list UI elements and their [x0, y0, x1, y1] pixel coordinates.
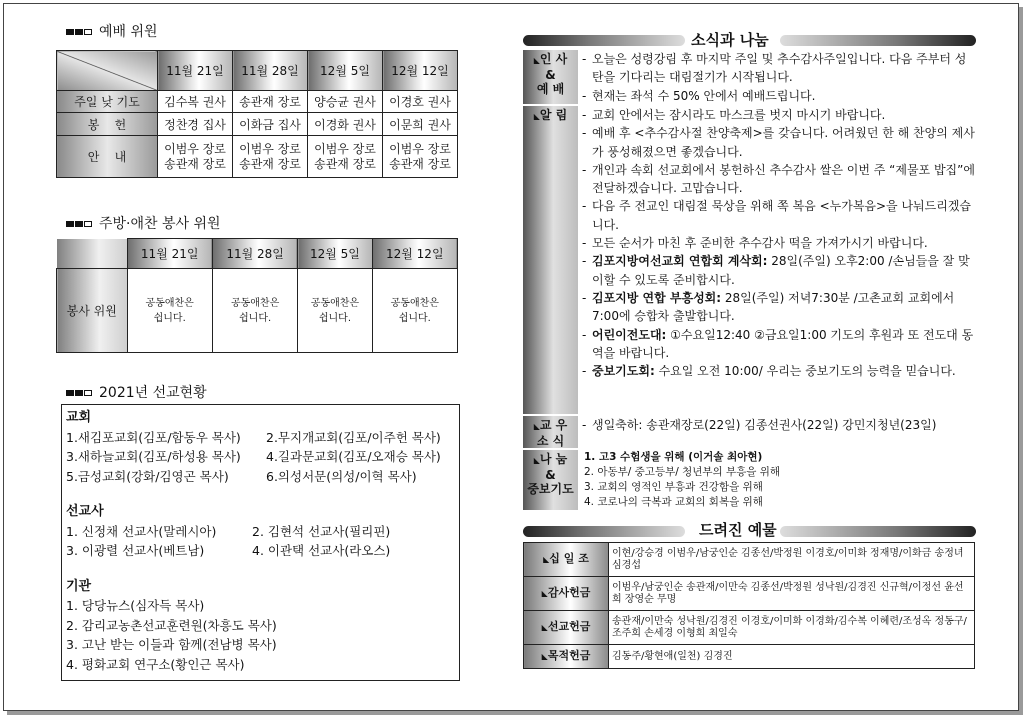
offering-names: 김동주/황현애(일천) 김경진 [609, 645, 975, 669]
worship-cell: 송관재 장로 [233, 90, 308, 113]
kitchen-table [56, 238, 458, 353]
news-item: - 어린이전도대: ①수요일12:40 ②금요일1:00 기도의 후원과 또 전도대 동역을 바랍니다. [582, 326, 975, 363]
worship-section-title [66, 21, 158, 41]
prayer-item: 1. 고3 수험생을 위해 (이거솔 최아현) [584, 451, 763, 463]
list-item: 3. 이광렬 선교사(베트남) 4. 이관택 선교사(라오스) [66, 543, 391, 558]
news-item: - 예배 후 <추수감사절 찬양축제>를 갖습니다. 어려웠던 한 해 찬양의 제사가 풍성해졌으면 좋겠습니다. [582, 124, 975, 161]
list-item: 2. 감리교농촌선교훈련원(차흥도 목사) [66, 617, 277, 633]
news-item: - 현재는 좌석 수 50% 안에서 예배드립니다. [582, 87, 975, 105]
worship-cell: 이범우 장로 송관재 장로 [308, 136, 383, 178]
mission-title: 2021년 선교현황 [99, 385, 207, 401]
kitchen-row-label: 봉사 위원 [57, 269, 128, 353]
news-group [523, 106, 975, 416]
worship-title: 예배 위원 [99, 24, 158, 40]
news-item: - 중보기도회: 수요일 오전 10:00/ 우리는 중보기도의 능력을 믿습니다. [582, 362, 975, 380]
missionary-heading: 선교사 [66, 504, 104, 519]
offerings-table [523, 542, 975, 669]
news-label: ◣ 인 사 & 예 배 [523, 50, 578, 104]
offering-names: 이범우/남궁인순 송관재/이만숙 김종선/박정원 성낙원/김경진 신규혁/이정선 윤선희 장영순 무명 [609, 577, 975, 611]
org-heading: 기관 [66, 578, 92, 594]
list-item: 5.금성교회(강화/김영곤 목사) 6.의성서문(의성/이혁 목사) [66, 468, 417, 484]
offerings-title: 드려진 예물 [699, 521, 777, 539]
prayer-item: 2. 아동부/ 중고등부/ 청년부의 부흥을 위해 [584, 466, 781, 478]
mission-section-title [66, 382, 207, 402]
square-bullet-icon [66, 384, 93, 400]
kitchen-cell: 공동애찬은 쉽니다. [298, 269, 372, 353]
news-group [523, 450, 975, 512]
news-label: ◣ 나 눔 & 중보기도 [523, 450, 578, 510]
worship-cell: 이범우 장로 송관재 장로 [158, 136, 233, 178]
news-item: - 교회 안에서는 잠시라도 마스크를 벗지 마시기 바랍니다. [582, 106, 975, 124]
worship-date-1: 11월 28일 [233, 51, 308, 91]
news-item: - 생일축하: 송관재장로(22일) 김종선권사(22일) 강민지청년(23일) [582, 416, 975, 434]
worship-cell: 정찬경 집사 [158, 113, 233, 136]
list-item: 1. 당당뉴스(심자득 목사) [66, 598, 205, 613]
prayer-item: 4. 코로나의 극복과 교회의 회복을 위해 [584, 496, 763, 508]
kitchen-date-0: 11월 21일 [127, 239, 212, 269]
worship-date-0: 11월 21일 [158, 51, 233, 91]
square-bullet-icon [66, 215, 93, 231]
worship-cell: 이문희 권사 [383, 113, 458, 136]
kitchen-date-1: 11월 28일 [212, 239, 297, 269]
worship-cell: 이화금 집사 [233, 113, 308, 136]
worship-row-label: 주일 낮 기도 [57, 90, 158, 113]
kitchen-cell: 공동애찬은 쉽니다. [372, 269, 457, 353]
kitchen-cell: 공동애찬은 쉽니다. [127, 269, 212, 353]
worship-row-label: 봉 헌 [57, 113, 158, 136]
decor-bar [523, 35, 685, 46]
decor-bar [523, 526, 685, 537]
list-item: 1. 신정채 선교사(말레시아) 2. 김현석 선교사(필리핀) [66, 523, 391, 539]
worship-cell: 이범우 장로 송관재 장로 [383, 136, 458, 178]
news-item: - 김포지방여선교회 연합회 계삭회: 28일(주일) 오후2:00 /손님들을 잘 맞이할 수 있도록 준비합시다. [582, 252, 975, 289]
offering-label: ◣ 선교헌금 [524, 611, 609, 645]
news-item: - 오늘은 성령강림 후 마지막 주일 및 추수감사주일입니다. 다음 주부터 성탄을 기다리는 대림절기가 시작됩니다. [582, 50, 975, 87]
decor-bar [780, 35, 976, 46]
news-label: ◣ 교 우 소 식 [523, 416, 578, 448]
worship-date-3: 12월 12일 [383, 51, 458, 91]
worship-row-label: 안 내 [57, 136, 158, 178]
news-title: 소식과 나눔 [691, 31, 769, 49]
news-label-column [523, 106, 578, 414]
news-section [523, 50, 975, 512]
list-item: 1.새김포교회(김포/함동우 목사) 2.무지개교회(김포/이주헌 목사) [66, 429, 441, 445]
offering-label: ◣ 감사헌금 [524, 577, 609, 611]
worship-cell: 이경호 권사 [383, 90, 458, 113]
news-group [523, 416, 975, 450]
news-item: - 다음 주 전교인 대림절 묵상을 위해 쪽 복음 <누가복음>을 나눠드리겠습니다. [582, 197, 975, 234]
prayer-item: 3. 교회의 영적인 부흥과 건강함을 위해 [584, 481, 763, 493]
offering-names: 이현/강승경 이범우/남궁인순 김종선/박정원 이경호/이미화 정재명/이화금 송정녀 심경섭 [609, 543, 975, 577]
news-item: - 개인과 속회 선교회에서 봉헌하신 추수감사 쌀은 이번 주 “제물포 밥집”에 전달하겠습니다. 고맙습니다. [582, 161, 975, 198]
mission-box [61, 404, 460, 681]
worship-cell: 김수복 권사 [158, 90, 233, 113]
news-group [523, 50, 975, 106]
church-heading: 교회 [66, 410, 92, 425]
decor-bar [780, 526, 976, 537]
news-label: 알 림 [539, 108, 568, 122]
worship-cell: 이경화 권사 [308, 113, 383, 136]
worship-cell: 양승균 권사 [308, 90, 383, 113]
square-bullet-icon [66, 23, 93, 39]
list-item: 3.새하늘교회(김포/하성용 목사) 4.길과문교회(김포/오재승 목사) [66, 449, 441, 464]
worship-cell: 이범우 장로 송관재 장로 [233, 136, 308, 178]
news-item: - 모든 순서가 마친 후 준비한 추수감사 떡을 가져가시기 바랍니다. [582, 234, 975, 252]
kitchen-date-3: 12월 12일 [372, 239, 457, 269]
news-item: - 김포지방 연합 부흥성회: 28일(주일) 저녁7:30분 /고촌교회 교회에서 7:00에 승합차 출발합니다. [582, 289, 975, 326]
list-item: 3. 고난 받는 이들과 함께(전남병 목사) [66, 637, 277, 652]
worship-date-2: 12월 5일 [308, 51, 383, 91]
kitchen-section-title [66, 213, 221, 233]
kitchen-title: 주방·애찬 봉사 위원 [99, 216, 221, 232]
list-item: 4. 평화교회 연구소(황인근 목사) [66, 656, 245, 672]
offering-names: 송관재/이만숙 성낙원/김경진 이경호/이미화 이경화/김수복 이혜련/조성옥 정동구/조주희 손세경 이형희 최일숙 [609, 611, 975, 645]
offering-label: ◣ 목적헌금 [524, 645, 609, 669]
table-corner [57, 51, 158, 91]
offering-label: ◣ 십 일 조 [524, 543, 609, 577]
kitchen-corner [57, 239, 128, 269]
kitchen-date-2: 12월 5일 [298, 239, 372, 269]
kitchen-cell: 공동애찬은 쉽니다. [212, 269, 297, 353]
worship-table [56, 50, 458, 178]
